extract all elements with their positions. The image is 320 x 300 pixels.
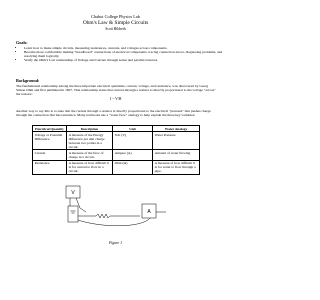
background-heading: Background:: [16, 78, 40, 83]
goal-item: • Become more comfortable making "breadboard" connections of electrical components, tracing connection errors, diagnosing problems, and resolving them logically.: [24, 50, 224, 59]
table-cell: Volt (V): [113, 132, 153, 150]
background-paragraph-1: The fundamental relationship among the three important electrical quantities, current, voltage, and resistance, was discovered by Georg Simon Ohm and first published in 1827. This relationship states that current through a resistor is directly proportional to the voltage "across" the resistor:: [16, 83, 216, 96]
table-cell: A measure of how difficult it is for current to flow in a circuit.: [67, 160, 113, 174]
figure-caption: Figure 1: [108, 241, 123, 245]
ammeter-label: A: [147, 209, 151, 215]
table-cell: A measure of how difficult it is for water to flow through a pipe.: [153, 160, 200, 174]
goals-heading: Goals:: [16, 40, 28, 45]
table-cell: Resistance: [33, 160, 67, 174]
goals-list: [16, 46, 224, 63]
page-title: Ohm's Law & Simple Circuits: [82, 19, 149, 26]
table-cell: Amount of water flowing: [153, 150, 200, 160]
goal-item: • Learn how to make simple circuits, measuring resistances, currents, and voltages across components.: [24, 46, 224, 50]
table-cell: Ampere (A): [113, 150, 153, 160]
table-cell: A measure of the flow of charge in a circuit.: [67, 150, 113, 160]
column-header: Electrical Quantity: [33, 126, 67, 132]
table-cell: Ohm (Ω): [113, 160, 153, 174]
table-cell: Current: [33, 150, 67, 160]
table-row: [33, 132, 200, 150]
battery-icon: [68, 206, 78, 222]
ohms-law-equation: I ~ V/R: [110, 96, 122, 101]
table-row: [33, 150, 200, 160]
table-cell: Water Pressure: [153, 132, 200, 150]
voltmeter-label: V: [71, 190, 75, 196]
background-paragraph-2: Another way to say this is to state that the current through a resistor is directly proportional to the electrical "pressure" that pushes charge through the connection that has resistance. Many textbooks use a "water flow" analogy to help explain the three key variables:: [16, 109, 211, 118]
column-header: Unit: [113, 126, 153, 132]
circuit-diagram: [62, 182, 182, 230]
author: Scott Hildreth: [105, 26, 126, 31]
column-header: Description: [67, 126, 113, 132]
table-row: [33, 160, 200, 174]
goal-item: • Verify the Ohm's Law relationship of Voltage and Current through series and parallel resistors.: [24, 58, 224, 62]
resistor-icon: [96, 214, 110, 218]
column-header: Water Analogy: [153, 126, 200, 132]
water-analogy-table: [32, 125, 200, 175]
lab-name: Chabot College Physics Lab: [91, 14, 140, 19]
table-cell: A measure of the Energy difference per unit charge between two points in a circuit.: [67, 132, 113, 150]
table-cell: Voltage or Potential Difference: [33, 132, 67, 150]
